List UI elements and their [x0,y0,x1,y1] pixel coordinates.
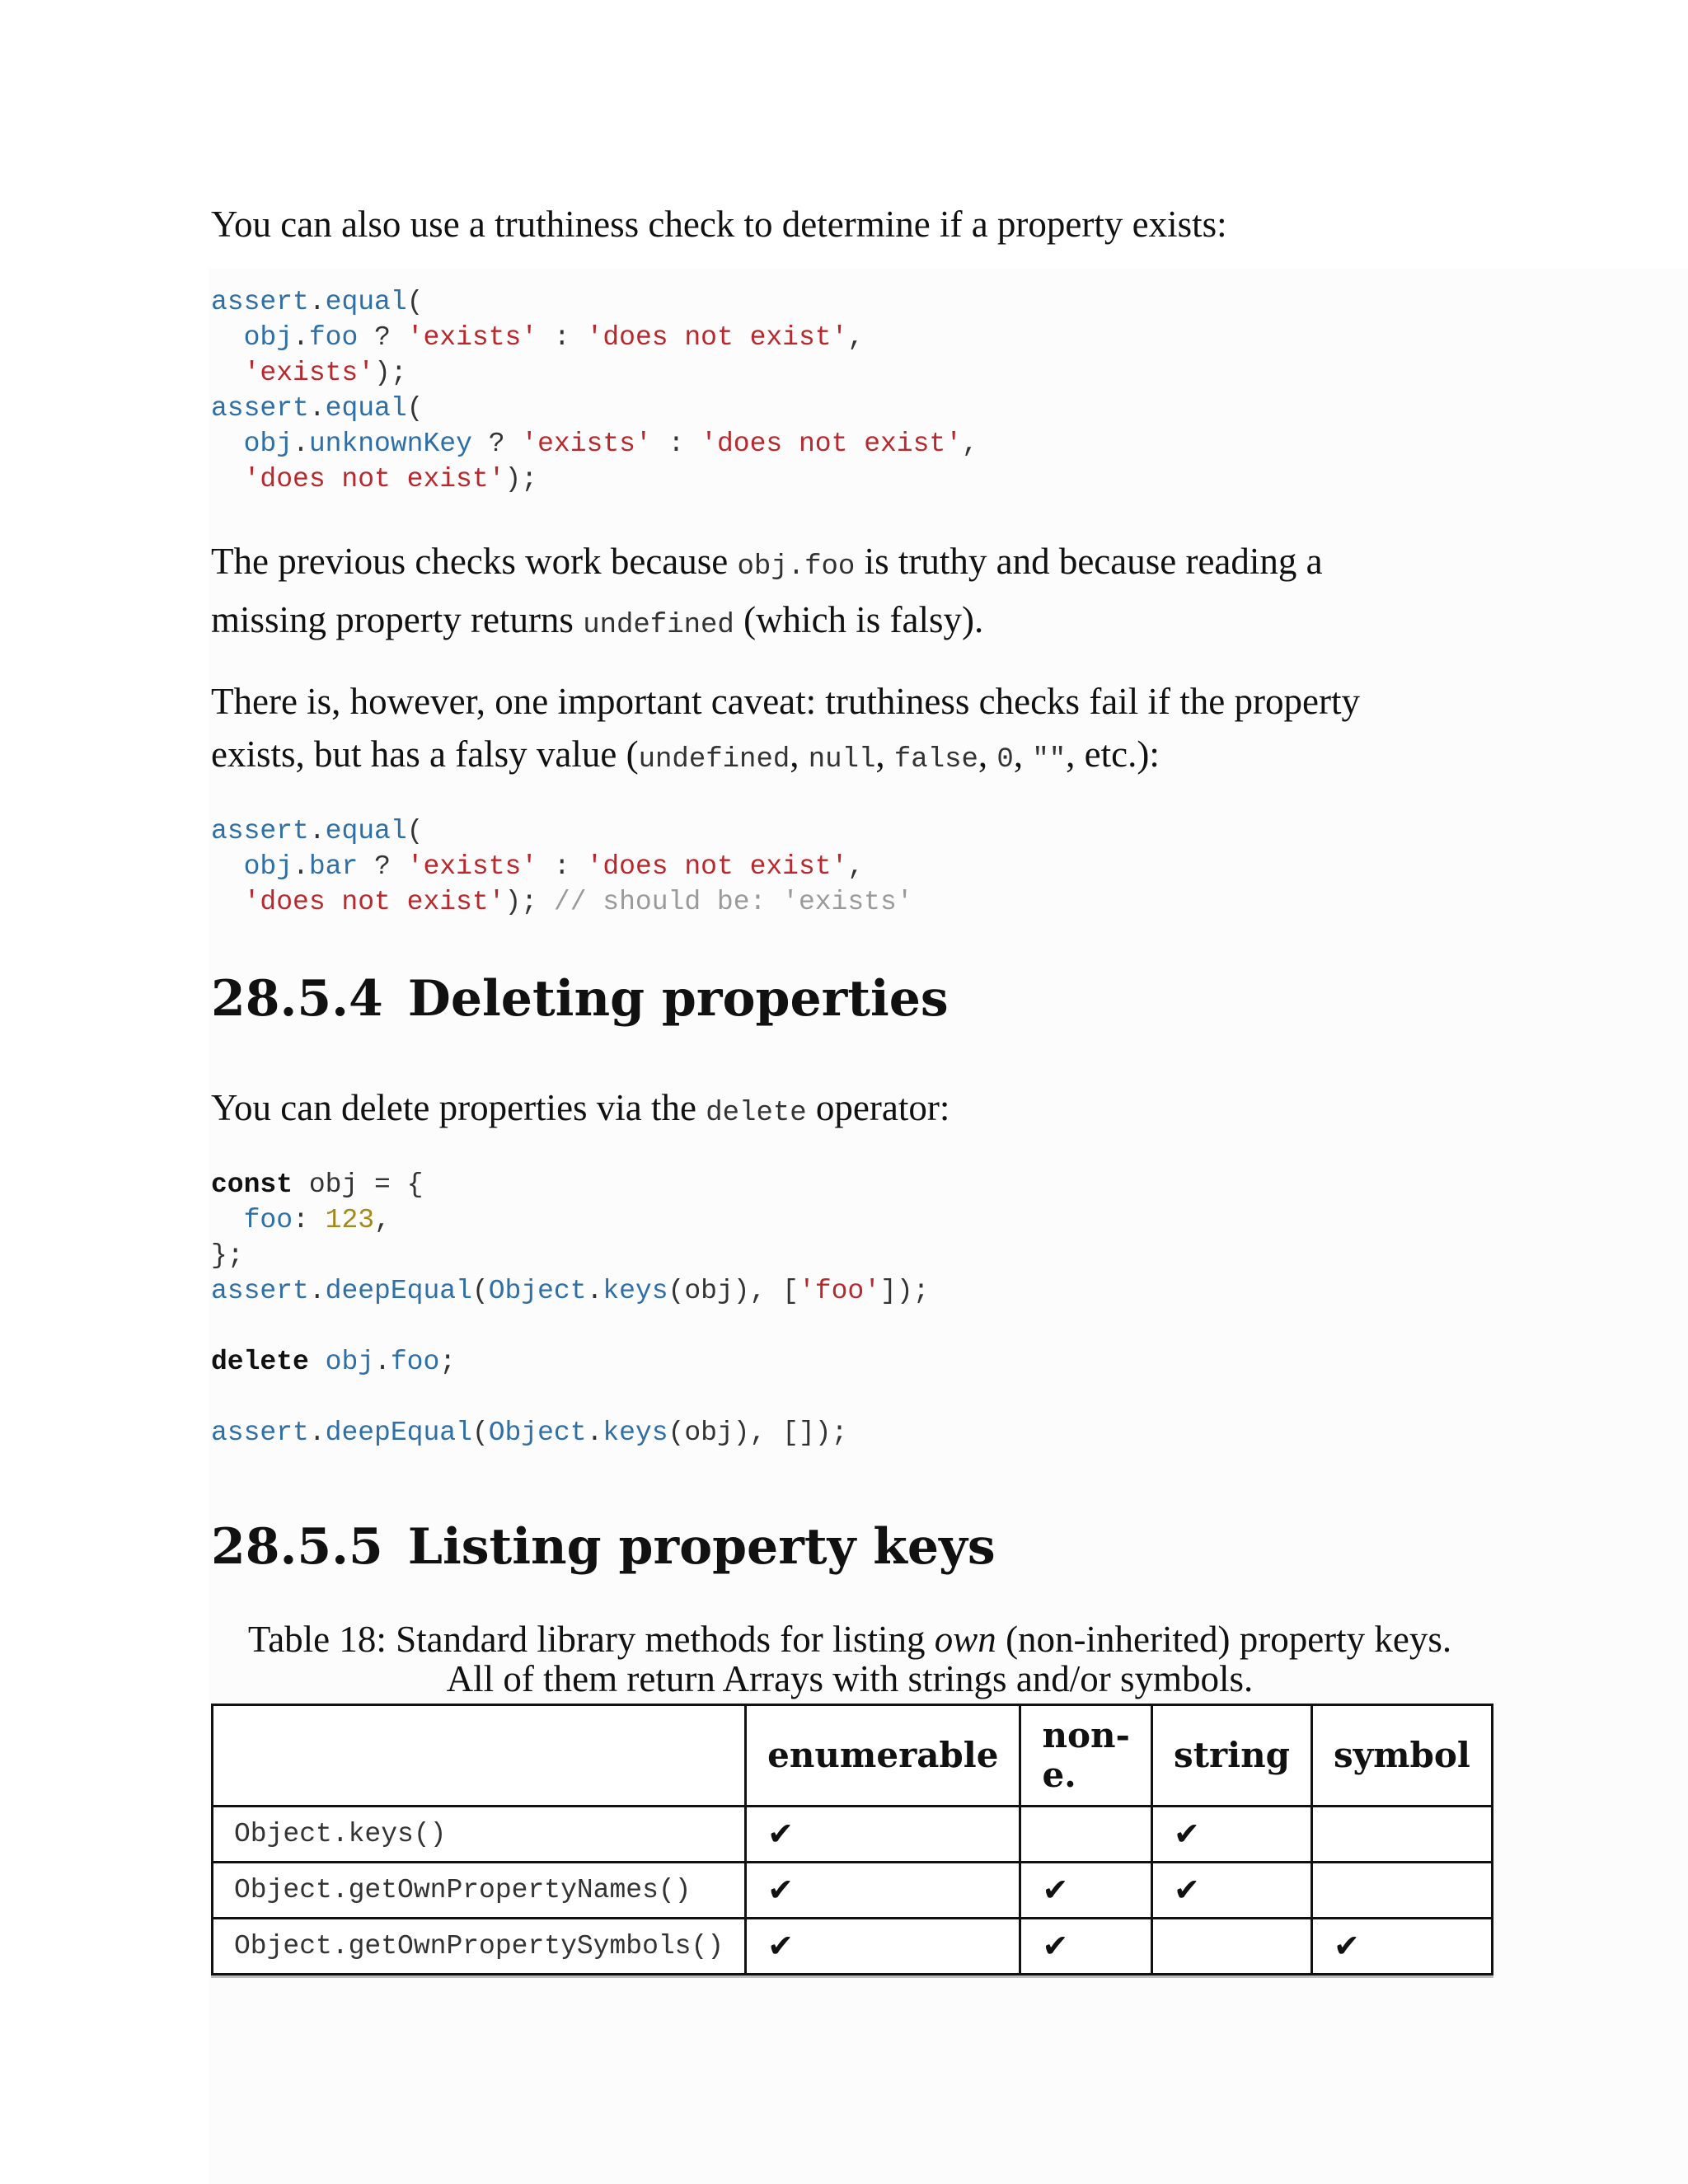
inline-code: undefined [638,744,790,776]
text-span: Table 18: Standard library methods for listing [247,1619,935,1660]
separator: , [875,733,894,775]
checkmark-cell: ✔ [746,1919,1020,1975]
inline-code: obj.foo [737,551,856,583]
section-heading-deleting-properties [211,966,949,1032]
method-cell: Object.getOwnPropertySymbols() [213,1919,746,1975]
code-line: }; [211,1240,244,1271]
separator: , [1013,733,1033,775]
code-line: obj.unknownKey ? 'exists' : 'does not exist', [243,429,978,459]
table-header-row [213,1705,1493,1807]
section-heading-listing-property-keys [211,1514,996,1580]
header-cell-string: string [1151,1705,1311,1807]
code-line: assert.equal( [211,816,424,846]
text-span: is truthy and because reading a [855,541,1323,582]
text-span: missing property returns [211,599,584,640]
table-row [213,1863,1493,1919]
checkmark-cell [1312,1863,1493,1919]
code-line [211,1380,929,1415]
paragraph-previous-checks [211,535,1323,652]
table-row [213,1807,1493,1863]
inline-code: 0 [996,744,1014,776]
text-span: The previous checks work because [211,541,738,582]
checkmark-cell: ✔ [1020,1863,1152,1919]
code-line: const obj = { [211,1169,424,1200]
method-cell: Object.keys() [213,1807,746,1863]
header-cell-method [213,1705,746,1807]
code-block-truthiness [211,284,978,497]
code-line: obj.bar ? 'exists' : 'does not exist', [243,851,865,882]
separator: , [978,733,997,775]
text-span: , etc.): [1066,733,1160,775]
inline-code: undefined [583,610,734,641]
checkmark-cell [1020,1807,1152,1863]
text-span: You can delete properties via the [211,1087,706,1128]
code-line: foo: 123, [243,1205,391,1235]
header-cell-enumerable: enumerable [746,1705,1020,1807]
code-block-delete [211,1167,929,1451]
section-title: Listing property keys [407,1518,996,1576]
code-line [211,1309,929,1344]
separator: , [790,733,809,775]
text-span: operator: [806,1087,950,1128]
header-cell-non-enumerable: non-e. [1020,1705,1152,1807]
checkmark-cell: ✔ [1312,1919,1493,1975]
code-line: obj.foo ? 'exists' : 'does not exist', [243,322,865,353]
paragraph-delete-operator [211,1081,950,1140]
section-number: 28.5.5 [211,1518,383,1576]
checkmark-cell: ✔ [746,1807,1020,1863]
checkmark-cell: ✔ [1020,1919,1152,1975]
code-line: assert.equal( [211,393,424,424]
text-span: (which is falsy). [734,599,984,640]
paragraph-truthiness-intro: You can also use a truthiness check to determine if a property exists: [211,204,1227,245]
text-span: All of them return Arrays with strings and/or symbols. [446,1658,1254,1699]
checkmark-cell [1151,1919,1311,1975]
code-line: assert.deepEqual(Object.keys(obj), []); [211,1418,848,1448]
code-line: delete obj.foo; [211,1347,457,1377]
checkmark-cell: ✔ [746,1863,1020,1919]
text-span: (non-inherited) property keys. [996,1619,1452,1660]
emphasis-text: own [934,1619,996,1660]
table-row [213,1919,1493,1975]
text-span: There is, however, one important caveat: truthiness checks fail if the property [211,681,1360,722]
text-span: exists, but has a falsy value ( [211,733,639,775]
checkmark-cell: ✔ [1151,1863,1311,1919]
checkmark-cell [1312,1807,1493,1863]
checkmark-cell: ✔ [1151,1807,1311,1863]
code-line: 'does not exist'); [243,464,538,494]
code-line: 'does not exist'); // should be: 'exists' [243,887,913,917]
code-line: assert.equal( [211,287,424,317]
inline-code: null [808,744,876,776]
header-cell-symbol: symbol [1312,1705,1493,1807]
section-number: 28.5.4 [211,970,383,1028]
property-keys-table [211,1704,1493,1975]
section-title: Deleting properties [407,970,949,1028]
code-line: 'exists'); [243,358,407,388]
table-caption [211,1619,1489,1699]
inline-code: "" [1032,744,1067,776]
method-cell: Object.getOwnPropertyNames() [213,1863,746,1919]
inline-code: delete [706,1098,807,1129]
inline-code: false [893,744,978,776]
paragraph-caveat [211,675,1360,786]
code-line: assert.deepEqual(Object.keys(obj), ['foo']); [211,1276,930,1306]
code-block-falsy-caveat [211,813,913,920]
